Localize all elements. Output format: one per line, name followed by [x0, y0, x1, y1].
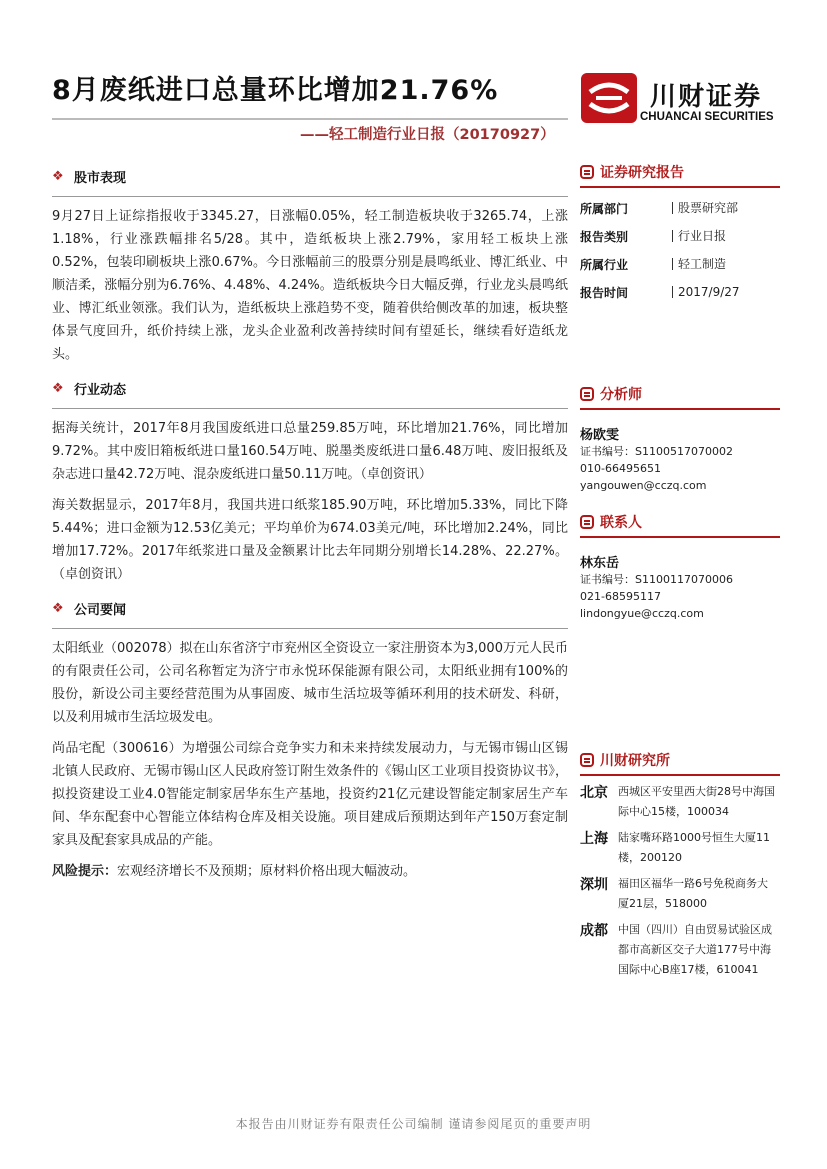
meta-row: [580, 194, 780, 222]
analyst-title: 分析师: [600, 387, 642, 403]
paragraph: 太阳纸业（002078）拟在山东省济宁市兖州区全资设立一家注册资本为3,000万元人民币的有限责任公司，公司名称暂定为济宁市永悦环保能源有限公司，太阳纸业拥有100%的股份，新设公司主要经营范围为从事固废、城市生活垃圾等循环利用的技术研发、科研，以及利用城市生活垃圾发电。: [52, 641, 568, 725]
office-item: [580, 920, 780, 980]
meta-value: 2017/9/27: [672, 286, 740, 298]
contact-block: [580, 510, 780, 622]
institute-title: 川财研究所: [600, 753, 670, 769]
meta-key: 报告时间: [580, 285, 629, 300]
office-item: [580, 828, 780, 868]
section-heading: [52, 374, 568, 402]
meta-key: 所属部门: [580, 201, 629, 216]
section-market: [52, 162, 568, 366]
analyst-heading: [580, 382, 780, 406]
section-heading: [52, 594, 568, 622]
paragraph: 据海关统计，2017年8月我国废纸进口总量259.85万吨，环比增加21.76%，同比增加9.72%。其中废旧箱板纸进口量160.54万吨、脱墨类废纸进口量6.48万吨、废旧报纸及杂志进口量42.72万吨、混杂废纸进口量50.11万吨。（卓创资讯）: [52, 421, 568, 482]
contact-heading: [580, 510, 780, 534]
office-item: [580, 874, 780, 914]
meta-key: 所属行业: [580, 257, 629, 272]
section-industry: [52, 374, 568, 586]
section-divider: [52, 196, 568, 197]
diamond-bullet-icon: ❖: [52, 380, 64, 396]
contact-cert: 证书编号：S1100117070006: [580, 573, 733, 586]
meta-value: 行业日报: [672, 230, 726, 242]
report-subtitle: ——轻工制造行业日报（20170927）: [300, 127, 555, 143]
contact-phone: 021-68595117: [580, 590, 661, 603]
meta-row: [580, 278, 780, 306]
office-city: 深圳: [580, 877, 608, 893]
sidebar-divider: [580, 536, 780, 538]
analyst-block: [580, 382, 780, 494]
meta-value: 轻工制造: [672, 258, 726, 270]
office-item: [580, 782, 780, 822]
meta-value: 股票研究部: [672, 202, 738, 214]
meta-row: [580, 222, 780, 250]
office-city: 成都: [580, 923, 608, 939]
office-city: 北京: [580, 785, 608, 801]
sidebar-divider: [580, 774, 780, 776]
main-content: [52, 160, 568, 891]
meta-row: [580, 250, 780, 278]
institute-heading: [580, 748, 780, 772]
sidebar-divider: [580, 186, 780, 188]
institute-block: [580, 748, 780, 980]
company-logo: [580, 72, 638, 124]
section-divider: [52, 408, 568, 409]
contact-name: 林东岳: [580, 556, 620, 571]
contact-email[interactable]: lindongyue@cczq.com: [580, 607, 704, 620]
office-address: 陆家嘴环路1000号恒生大厦11楼，200120: [618, 831, 770, 864]
office-address: 福田区福华一路6号免税商务大厦21层，518000: [618, 877, 768, 910]
report-info-title: 证券研究报告: [600, 165, 684, 181]
section-heading: [52, 162, 568, 190]
contact-title: 联系人: [600, 515, 642, 531]
office-address: 中国（四川）自由贸易试验区成都市高新区交子大道177号中海国际中心B座17楼，610041: [618, 923, 772, 976]
page-footer: 本报告由川财证券有限责任公司编制 谨请参阅尾页的重要声明: [235, 1117, 592, 1131]
section-divider: [52, 628, 568, 629]
logo-name-en: CHUANCAI SECURITIES: [640, 111, 774, 123]
risk-text: 宏观经济增长不及预期；原材料价格出现大幅波动。: [117, 864, 417, 879]
report-title: 8月废纸进口总量环比增加21.76%: [52, 75, 499, 106]
title-divider: [52, 118, 568, 120]
diamond-bullet-icon: ❖: [52, 600, 64, 616]
logo-name-cn: 川财证券: [650, 82, 763, 112]
section-company: [52, 594, 568, 852]
section-title: 行业动态: [74, 382, 127, 398]
paragraph: 尚品宅配（300616）为增强公司综合竞争实力和未来持续发展动力，与无锡市锡山区锡北镇人民政府、无锡市锡山区人民政府签订附生效条件的《锡山区工业项目投资协议书》，拟投资建设工业4.0智能定制家居华东生产基地，投资约21亿元建设智能定制家居生产车间、华东配套中心智能立体结构仓库及相关设施。项目建成后预期达到年产150万套定制家具及配套家具成品的产能。: [52, 741, 568, 848]
document-icon: [580, 515, 594, 529]
document-icon: [580, 753, 594, 767]
paragraph: 9月27日上证综指报收于3345.27，日涨幅0.05%，轻工制造板块收于3265.74，上涨1.18%，行业涨跌幅排名5/28。其中，造纸板块上涨2.79%，家用轻工板块上涨0.52%，包装印刷板块上涨0.67%。今日涨幅前三的股票分别是晨鸣纸业、博汇纸业、中顺洁柔，涨幅分别为6.76%、4.48%、4.24%。造纸板块今日大幅反弹，行业龙头晨鸣纸业、博汇纸业领涨。我们认为，造纸板块上涨趋势不变，随着供给侧改革的加速，板块整体景气度回升，纸价持续上涨，龙头企业盈利改善持续时间有望延长，继续看好造纸龙头。: [52, 209, 568, 362]
sidebar: [580, 160, 780, 980]
analyst-email[interactable]: yangouwen@cczq.com: [580, 479, 707, 492]
report-info-heading: [580, 160, 780, 184]
report-meta: [580, 194, 780, 306]
paragraph: 海关数据显示，2017年8月，我国共进口纸浆185.90万吨，环比增加5.33%，同比下降5.44%；进口金额为12.53亿美元；平均单价为674.03美元/吨，环比增加2.24%，同比增加17.72%。2017年纸浆进口量及金额累计比去年同期分别增长14.28%、22.27%。（卓创资讯）: [52, 498, 568, 582]
section-title: 股市表现: [74, 170, 127, 186]
analyst-phone: 010-66495651: [580, 462, 661, 475]
analyst-cert: 证书编号：S1100517070002: [580, 445, 733, 458]
section-title: 公司要闻: [74, 602, 127, 618]
meta-key: 报告类别: [580, 229, 629, 244]
diamond-bullet-icon: ❖: [52, 168, 64, 184]
analyst-name: 杨欧雯: [580, 428, 620, 443]
office-city: 上海: [580, 831, 608, 847]
office-address: 西城区平安里西大街28号中海国际中心15楼，100034: [618, 785, 775, 818]
risk-warning: [52, 860, 568, 883]
risk-label: 风险提示：: [52, 864, 118, 879]
sidebar-divider: [580, 408, 780, 410]
document-icon: [580, 165, 594, 179]
document-icon: [580, 387, 594, 401]
